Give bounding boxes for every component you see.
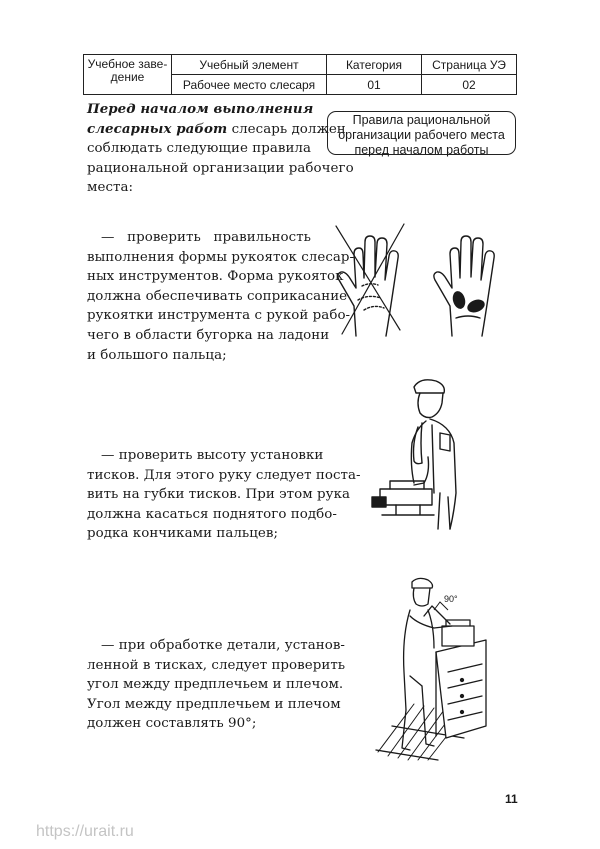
element-header: Учебный элемент <box>172 55 327 75</box>
intro-line2: слесарных работ слесарь должен <box>87 120 346 137</box>
intro-line4: рациональной организации рабочего <box>87 160 354 176</box>
institution-line1: Учебное заве- <box>87 57 168 71</box>
page-number: 11 <box>505 792 518 806</box>
item2-line: вить на губки тисков. При этом рука <box>87 487 351 503</box>
item1-line: выполнения формы рукояток слесар- <box>87 249 355 265</box>
intro-paragraph <box>87 100 354 198</box>
item1-line: ных инструментов. Форма рукояток <box>87 269 344 285</box>
palms-illustration <box>334 222 509 342</box>
item-handle-check <box>87 228 355 365</box>
category-header: Категория <box>327 55 422 75</box>
rules-callout-line2: организации рабочего места <box>338 128 505 142</box>
item3-line: угол между предплечьем и плечом. <box>87 677 344 693</box>
page-header: Страница УЭ <box>422 55 517 75</box>
institution-line2: дение <box>110 70 145 84</box>
item-arm-angle <box>87 636 346 734</box>
watermark: https://urait.ru <box>36 823 134 840</box>
item-vise-height <box>87 446 361 544</box>
vise-height-illustration <box>370 373 462 533</box>
item1-line: и большого пальца; <box>87 347 227 363</box>
palm-contact-spots <box>451 290 487 315</box>
item3-line: ленной в тисках, следует проверить <box>87 657 346 673</box>
item2-line: — проверить высоту установки <box>101 448 324 463</box>
item1-line: рукоятки инструмента с рукой рабо- <box>87 308 351 324</box>
intro-line3: соблюдать следующие правила <box>87 141 312 157</box>
rules-callout-line1: Правила рациональной <box>352 113 491 127</box>
item3-line: должен составлять 90°; <box>87 716 257 732</box>
cross-mark-icon <box>336 224 404 334</box>
item3-line: — при обработке детали, установ- <box>101 638 346 653</box>
intro-line5: места: <box>87 180 134 196</box>
header-table <box>83 54 517 95</box>
element-value: Рабочее место слесаря <box>172 75 327 95</box>
page-value: 02 <box>422 75 517 95</box>
item2-line: тисков. Для этого руку следует поста- <box>87 467 361 483</box>
item2-line: должна касаться поднятого подбо- <box>87 506 337 522</box>
item2-line: родка кончиками пальцев; <box>87 526 279 542</box>
item1-line: чего в области бугорка на ладони <box>87 327 330 343</box>
item3-line: Угол между предплечьем и плечом <box>87 696 341 712</box>
right-palm-outline <box>434 236 494 336</box>
institution-cell <box>84 55 172 95</box>
rules-callout-line3: перед началом работы <box>354 143 489 157</box>
angle-label: 90° <box>444 594 458 604</box>
intro-line1: Перед началом выполнения <box>87 101 314 117</box>
arm-angle-illustration <box>374 576 488 762</box>
category-value: 01 <box>327 75 422 95</box>
item1-line: должна обеспечивать соприкасание <box>87 288 348 304</box>
item1-line: — проверить правильность <box>101 230 311 245</box>
rules-callout <box>327 111 516 155</box>
